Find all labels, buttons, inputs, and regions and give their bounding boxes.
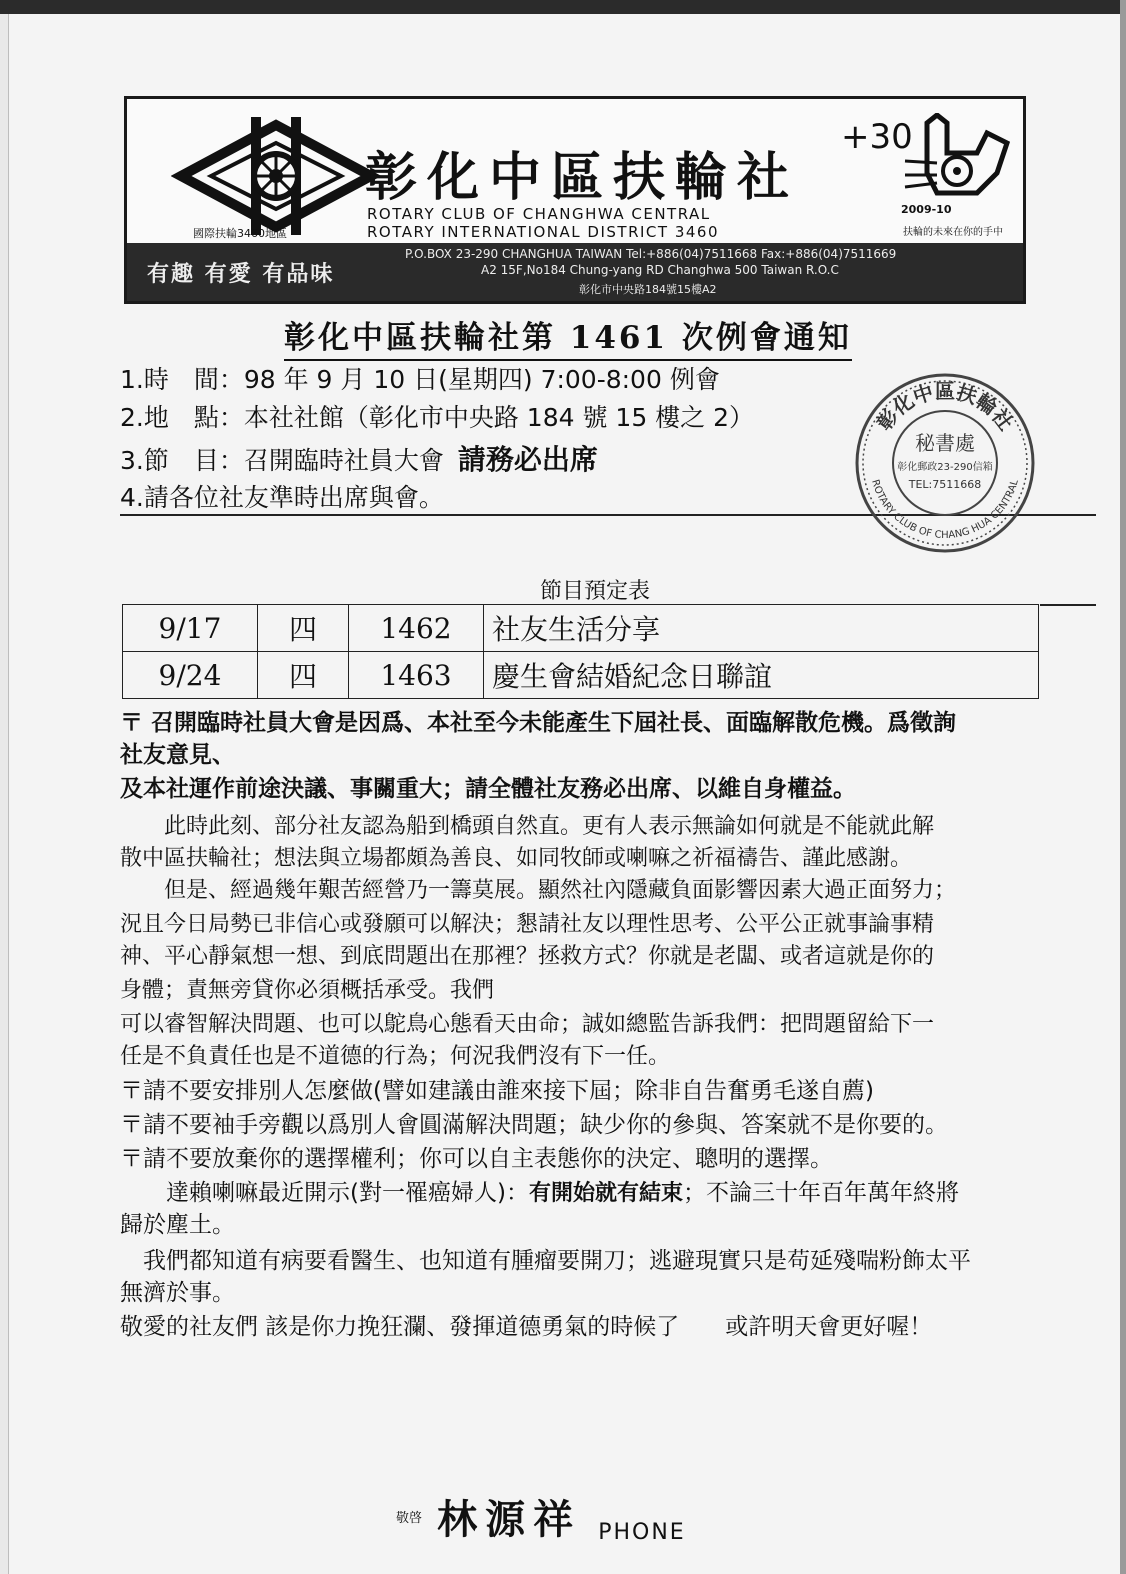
quote-intro: 達賴喇嘛最近開示(對一罹癌婦人)：: [120, 1180, 529, 1206]
address-line-english: A2 15F,No184 Chung-yang RD Changhwa 500 Taiwan R.O.C: [481, 263, 839, 277]
schedule-table: [122, 604, 1039, 699]
program-text: 3.節 目：召開臨時社員大會: [120, 446, 444, 475]
schedule-weekday: 四: [258, 652, 349, 699]
table-row: [123, 605, 1039, 652]
signature-name: 林源祥: [437, 1496, 582, 1543]
anniversary-mark: +30: [841, 117, 913, 157]
quote-emphasis: 有開始就有結束: [528, 1180, 683, 1206]
body-line: 〒請不要安排別人怎麼做(譬如建議由誰來接下屆；除非自告奮勇毛遂自薦): [120, 1078, 874, 1104]
body-line: 身體；責無旁貸你必須概括承受。我們: [120, 978, 495, 1003]
body-line: 神、平心靜氣想一想、到底問題出在那裡？拯救方式？你就是老闆、或者這就是你的: [120, 944, 935, 969]
contact-line: P.O.BOX 23-290 CHANGHUA TAIWAN Tel:+886(04)7511668 Fax:+886(04)7511669: [405, 247, 897, 261]
signature: [396, 1488, 686, 1545]
letterhead-top: [127, 99, 1023, 243]
schedule-number: 1463: [349, 652, 484, 699]
club-name-english: ROTARY CLUB OF CHANGHWA CENTRAL: [367, 205, 711, 223]
body-line: 敬愛的社友們 該是你力挽狂瀾、發揮道德勇氣的時候了 或許明天會更好喔！: [120, 1314, 933, 1340]
body-line: 但是、經過幾年艱苦經營乃一籌莫展。顯然社內隱藏負面影響因素大過正面努力；: [120, 878, 957, 903]
scan-top-edge: [0, 0, 1126, 14]
table-row: [123, 652, 1039, 699]
body-line: 可以睿智解決問題、也可以鴕鳥心態看天由命；誠如總監告訴我們：把問題留給下一: [120, 1012, 935, 1037]
body-line: [120, 1182, 959, 1205]
secretariat-seal-icon: [852, 370, 1038, 556]
body-line: 我們都知道有病要看醫生、也知道有腫瘤要開刀；逃避現實只是苟延殘喘粉飾太平: [120, 1248, 971, 1274]
letterhead: [124, 96, 1026, 304]
body-line: 況且今日局勢已非信心或發願可以解決；懇請社友以理性思考、公平公正就事論事精: [120, 912, 935, 937]
schedule-top-rule: [1040, 604, 1096, 606]
body-line: 散中區扶輪社；想法與立場都頗為善良、如同牧師或喇嘛之祈福禱告、謹此感謝。: [120, 846, 913, 871]
attendance-notice: 4.請各位社友準時出席與會。: [120, 483, 444, 512]
scan-right-edge: [1120, 0, 1126, 1574]
seal-center-text: 秘書處: [915, 431, 975, 455]
district-english: ROTARY INTERNATIONAL DISTRICT 3460: [367, 223, 719, 241]
meeting-place: 2.地 點：本社社館（彰化市中央路 184 號 15 樓之 2）: [120, 403, 755, 432]
logo-year: 2009-10: [901, 203, 952, 216]
body-line: 〒 召開臨時社員大會是因爲、本社至今未能產生下屆社長、面臨解散危機。爲徵詢: [120, 710, 957, 736]
rotary-emblem-icon: [171, 117, 381, 235]
schedule-date: 9/24: [123, 652, 258, 699]
district-label: 國際扶輪3460地區: [193, 227, 287, 240]
body-line: 社友意見、: [120, 742, 235, 768]
signature-phone-label: PHONE: [598, 1520, 686, 1545]
attendance-note: 請務必出席: [457, 443, 598, 476]
seal-ring-text: ROTARY CLUB OF CHANG HUA CENTRAL: [869, 478, 1021, 542]
notice-title: 彰化中區扶輪社第 1461 次例會通知: [284, 312, 852, 361]
body-line: 無濟於事。: [120, 1280, 235, 1306]
logo-slogan: 扶輪的未來在你的手中: [903, 227, 1003, 238]
body-line: 〒請不要袖手旁觀以爲別人會圓滿解決問題；缺少你的參與、答案就不是你要的。: [120, 1112, 948, 1138]
seal-top-text: 彰化中區扶輪社: [871, 379, 1019, 435]
schedule-program: 慶生會結婚紀念日聯誼: [484, 652, 1039, 699]
schedule-weekday: 四: [258, 605, 349, 652]
body-line: 任是不負責任也是不道德的行為；何況我們沒有下一任。: [120, 1044, 671, 1069]
letterhead-banner: [127, 243, 1023, 301]
schedule-title: 節目預定表: [540, 579, 651, 604]
body-line: 〒請不要放棄你的選擇權利；你可以自主表態你的決定、聰明的選擇。: [120, 1146, 833, 1172]
address-line-chinese: 彰化市中央路184號15樓A2: [579, 283, 717, 296]
seal-line3: TEL:7511668: [908, 478, 982, 491]
body-line: 歸於塵土。: [120, 1212, 235, 1238]
rotary-year-logo-icon: [897, 113, 1021, 205]
meeting-time: 1.時 間：98 年 9 月 10 日(星期四) 7:00-8:00 例會: [120, 365, 720, 394]
body-line: 及本社運作前途決議、事關重大；請全體社友務必出席、以維自身權益。: [120, 776, 856, 802]
meeting-program: [120, 438, 598, 478]
quote-rest: ；不論三十年百年萬年終將: [682, 1180, 959, 1206]
schedule-date: 9/17: [123, 605, 258, 652]
schedule-program: 社友生活分享: [484, 605, 1039, 652]
seal-line2: 彰化郵政23-290信箱: [897, 462, 993, 473]
club-motto: 有趣 有愛 有品味: [147, 261, 335, 287]
signature-salutation: 敬啓: [396, 1511, 423, 1526]
club-name-chinese: 彰化中區扶輪社: [365, 147, 800, 208]
schedule-number: 1462: [349, 605, 484, 652]
body-line: 此時此刻、部分社友認為船到橋頭自然直。更有人表示無論如何就是不能就此解: [120, 814, 935, 839]
